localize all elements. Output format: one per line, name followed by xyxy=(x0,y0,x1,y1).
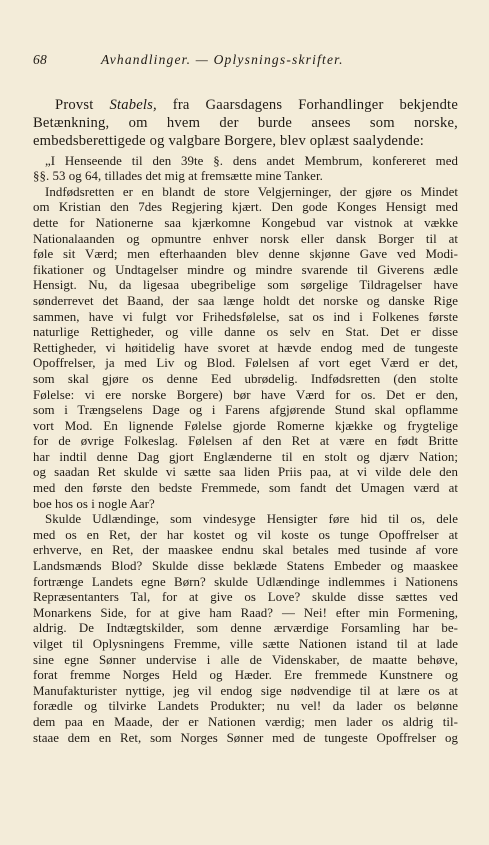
text-line: „I Henseende til den 39te §. dens andet Membrum, konfereret med xyxy=(45,153,458,168)
text-line: som i Trængselens Dage og i Farens afgjørende Stund skal opflamme xyxy=(33,403,458,418)
text-line: dette for Nationerne saa kjærkomne Kongebud var vistnok at vække xyxy=(33,215,458,230)
intro-rest: fra Gaarsdagens Forhandlinger bekjendte Betænkning, om hvem der burde ansees som norske, embedsberettigede og valgbare Borgere, blev oplæst saalydende: xyxy=(33,97,458,150)
page-number: 68 xyxy=(33,52,48,67)
intro-name: Stabels, xyxy=(109,97,157,113)
body-text xyxy=(33,185,458,746)
text-line: forædle og tilvirke Landets Produkter; nu vel! da lader os belønne xyxy=(33,699,458,714)
text-line: har indtil denne Dag gjort Englænderne til en stolt og djærv Nation; xyxy=(33,449,458,464)
page-header xyxy=(33,52,458,68)
text-line: Nationalaanden og opmuntre enhver norsk eller dansk Borger til at xyxy=(33,231,458,246)
text-line: Rettigheder, vi høitidelig have svoret at hævde endog med de tungeste xyxy=(33,340,458,355)
text-line: for de øvrige Folkeslag. Følelsen af den Ret at være en født Britte xyxy=(33,434,458,449)
text-line: forat fremme Norges Held og Hæder. Ere fremmede Kunstnere og xyxy=(33,668,458,683)
text-line: med den første den bedste Fremmede, som fandt det Umagen værd at xyxy=(33,481,458,496)
text-line: Hensigt. Nu, da ligesaa ubegribelige som sørgelige Tildragelser have xyxy=(33,278,458,293)
intro-prefix: Provst xyxy=(55,97,110,113)
text-line: Repræsentanters Tal, for at give os Love? skulde disse sættes ved xyxy=(33,590,458,605)
text-line: sine egne Sønner undervise i alle de Videnskaber, de maatte behøve, xyxy=(33,652,458,667)
text-line: fikationer og Undtagelser mindre og mindre svarende til Giverens ædle xyxy=(33,262,458,277)
text-line: Følelse: vi ere norske Borgere) bør have Værd for os. Det er den, xyxy=(33,387,458,402)
text-line: erhverve, en Ret, der maaskee endnu skal betales med tusinde af vore xyxy=(33,543,458,558)
text-line: og saadan Ret skulde vi sætte saa liden Priis paa, at vi vilde dele den xyxy=(33,465,458,480)
running-title: Avhandlinger. — Oplysnings-skrifter. xyxy=(101,52,344,67)
text-line: aldrig. De Indtægtskilder, som denne ærværdige Forsamling har be- xyxy=(33,621,458,636)
text-line: Indfødsretten er en blandt de store Velgjerninger, der gjøre os Mindet xyxy=(45,184,458,199)
text-line: vort Mod. En lignende Følelse gjorde Romerne kjække og frygtelige xyxy=(33,418,458,433)
text-line: som skal gjøre os denne Eed ubrødelig. Indfødsretten (den stolte xyxy=(33,371,458,386)
text-line: føle sit Værd; men efterhaanden blev denne skjønne Gave ved Modi- xyxy=(33,247,458,262)
text-line: sønderrevet det Baand, der saa længe holdt det norske og danske Rige xyxy=(33,293,458,308)
quote-block xyxy=(33,154,458,185)
text-line: Monarkens Side, for at give ham Raad? — Nei! efter min Formening, xyxy=(33,605,458,620)
text-line: Landsmænds Blod? Skulde disse beklæde Statens Embeder og maaskee xyxy=(33,559,458,574)
intro-paragraph xyxy=(33,96,458,151)
text-line: fortrænge Landets egne Børn? skulde Udlændinge indlemmes i Nationens xyxy=(33,574,458,589)
text-line: naturlige Rettigheder, og ville danne os selv en Stat. Det er disse xyxy=(33,325,458,340)
text-line: om Kristian den 7des Regjering kjært. Den gode Konges Hensigt med xyxy=(33,200,458,215)
text-line: boe hos os i nogle Aar? xyxy=(33,496,155,511)
text-line: staae dem en Ret, som Norges Sønner med de tungeste Opoffrelser og xyxy=(33,730,458,745)
text-line: med os en Ret, der har kostet og vil koste os tunge Opoffrelser at xyxy=(33,527,458,542)
text-line: Manufakturister nyttige, jeg vil endog sige nødvendige til at lære os at xyxy=(33,683,458,698)
text-line: sammen, have vi fulgt vor Frihedsfølelse, sat os ind i Folkenes første xyxy=(33,309,458,324)
text-line: Opoffrelser, ja med Liv og Blod. Følelsen af vort eget Værd er det, xyxy=(33,356,458,371)
text-line: Skulde Udlændinge, som vindesyge Hensigter føre hid til os, dele xyxy=(45,512,458,527)
text-line: §§. 53 og 64, tillades det mig at fremsætte mine Tanker. xyxy=(33,169,323,184)
text-line: dem paa en Maade, der er Nationen værdig; men lader os aldrig til- xyxy=(33,714,458,729)
text-line: vilget til Oplysningens Fremme, ville sætte Nationen istand til at lade xyxy=(33,637,458,652)
